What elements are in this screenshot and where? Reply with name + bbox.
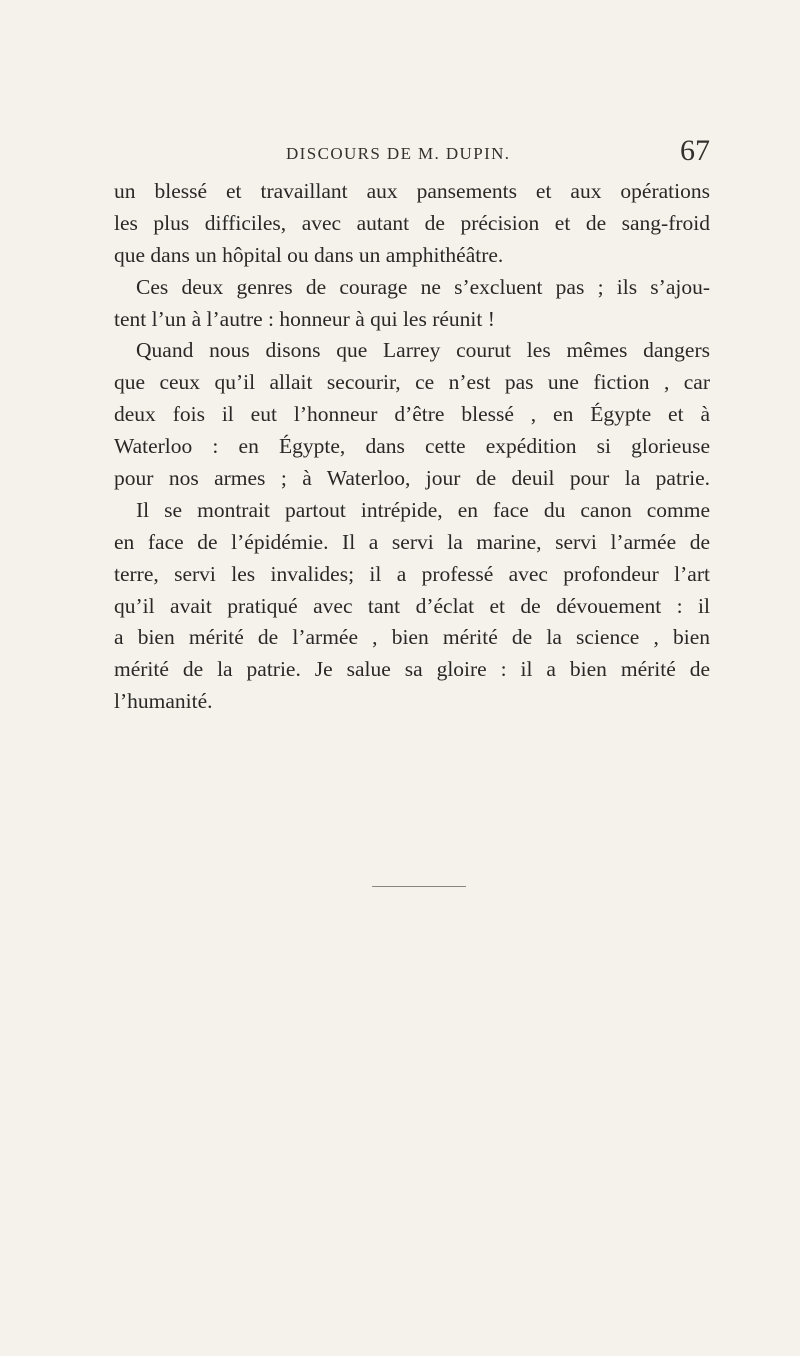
- text-line: Quand nous disons que Larrey courut les mêmes dangers: [136, 338, 710, 363]
- text-line: que ceux qu’il allait secourir, ce n’est pas une fiction , car: [114, 370, 710, 395]
- text-line: que dans un hôpital ou dans un amphithéâtre.: [114, 242, 504, 267]
- text-line: les plus difficiles, avec autant de précision et de sang-froid: [114, 210, 710, 235]
- running-head: [114, 134, 710, 174]
- text-line: deux fois il eut l’honneur d’être blessé , en Égypte et à: [114, 402, 710, 427]
- text-line: pour nos armes ; à Waterloo, jour de deuil pour la patrie.: [114, 466, 710, 491]
- text-line: l’humanité.: [114, 689, 213, 714]
- page-number: 67: [680, 134, 710, 167]
- text-line: Ces deux genres de courage ne s’excluent pas ; ils s’ajou-: [136, 274, 710, 299]
- text-line: Il se montrait partout intrépide, en face du canon comme: [136, 497, 710, 522]
- closing-rule: [372, 886, 466, 887]
- text-line: a bien mérité de l’armée , bien mérité de la science , bien: [114, 625, 710, 650]
- text-line: un blessé et travaillant aux pansements et aux opérations: [114, 179, 710, 203]
- text-line: mérité de la patrie. Je salue sa gloire : il a bien mérité de: [114, 657, 710, 682]
- text-line: qu’il avait pratiqué avec tant d’éclat et de dévouement : il: [114, 593, 710, 618]
- text-line: en face de l’épidémie. Il a servi la marine, servi l’armée de: [114, 529, 710, 554]
- running-title: DISCOURS DE M. DUPIN.: [286, 144, 511, 163]
- text-line: Waterloo : en Égypte, dans cette expédition si glorieuse: [114, 434, 710, 459]
- text-line: terre, servi les invalides; il a professé avec profondeur l’art: [114, 561, 710, 586]
- text-line: tent l’un à l’autre : honneur à qui les réunit !: [114, 306, 495, 331]
- body-text: [114, 176, 710, 718]
